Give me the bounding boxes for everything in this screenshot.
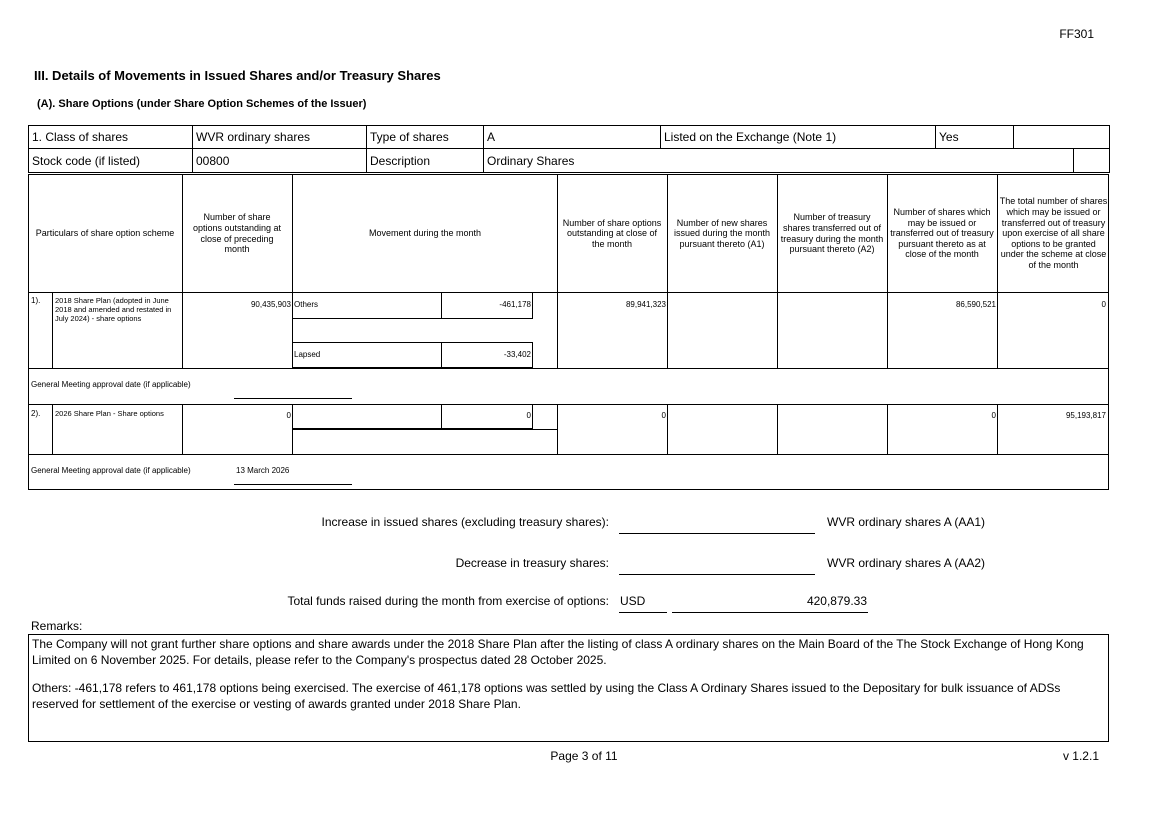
empty-cell <box>1074 149 1110 173</box>
listed-value: Yes <box>936 126 1014 149</box>
stock-label: Stock code (if listed) <box>29 149 193 173</box>
remarks-label: Remarks: <box>31 619 83 633</box>
remarks-box <box>28 634 1109 742</box>
type-value: A <box>484 126 661 149</box>
outstanding-close-value: 0 <box>661 411 666 420</box>
empty-cell <box>1014 126 1110 149</box>
listed-label: Listed on the Exchange (Note 1) <box>661 126 936 149</box>
type-label: Type of shares <box>367 126 484 149</box>
funds-label: Total funds raised during the month from exercise of options: <box>287 594 609 608</box>
form-code: FF301 <box>1059 27 1094 41</box>
increase-label: Increase in issued shares (excluding treasury shares): <box>321 515 609 529</box>
desc-label: Description <box>367 149 484 173</box>
funds-currency: USD <box>620 594 646 608</box>
total-number-value: 0 <box>1101 300 1106 309</box>
scheme-name: 2026 Share Plan - Share options <box>55 409 164 418</box>
class-label: 1. Class of shares <box>29 126 193 149</box>
total-number-value: 95,193,817 <box>1065 411 1106 420</box>
header-total-number: The total number of shares which may be issued or transferred out of treasury upon exercise of all share options to be granted under the scheme at close of the month <box>999 196 1108 271</box>
header-treasury-transferred: Number of treasury shares transferred out of treasury during the month pursuant thereto (A2) <box>780 212 884 255</box>
scheme-index: 2). <box>31 409 41 418</box>
section-title: III. Details of Movements in Issued Shares and/or Treasury Shares <box>34 68 441 83</box>
subsection-title: (A). Share Options (under Share Option Schemes of the Issuer) <box>37 98 367 110</box>
class-table <box>28 125 1110 173</box>
may-be-issued-value: 86,590,521 <box>955 300 996 309</box>
increase-unit: WVR ordinary shares A (AA1) <box>827 515 986 529</box>
decrease-unit: WVR ordinary shares A (AA2) <box>827 556 986 570</box>
header-new-shares: Number of new shares issued during the month pursuant thereto (A1) <box>673 217 771 249</box>
version: v 1.2.1 <box>1062 749 1099 763</box>
class-value: WVR ordinary shares <box>193 126 367 149</box>
movement-value: -33,402 <box>503 350 531 359</box>
page-number: Page 3 of 11 <box>550 749 618 763</box>
header-outstanding-prev: Number of share options outstanding at close of preceding month <box>192 212 282 255</box>
remarks-para: The Company will not grant further share options and share awards under the 2018 Share Plan after the listing of class A ordinary shares on the Main Board of the The Stock Exchange of Hong Kong Limited on 6 November 2025. For details, please refer to the Company's prospectus dated 28 October 2025. <box>32 637 1084 667</box>
scheme-index: 1). <box>31 296 41 305</box>
movement-value: -461,178 <box>499 300 531 309</box>
remarks-para: Others: -461,178 refers to 461,178 options being exercised. The exercise of 461,178 options was settled by using the Class A Ordinary Shares issued to the Depositary for bulk issuance of ADSs reserved for settlement of the exercise or vesting of awards granted under 2018 Share Plan. <box>32 681 1061 711</box>
outstanding-prev-value: 90,435,903 <box>250 300 291 309</box>
gm-approval-label: General Meeting approval date (if applicable) <box>31 380 191 389</box>
stock-value: 00800 <box>193 149 367 173</box>
movement-type: Others <box>294 300 319 309</box>
movement-type: Lapsed <box>294 350 321 359</box>
header-movement: Movement during the month <box>368 228 482 239</box>
scheme-name: 2018 Share Plan (adopted in June 2018 and amended and restated in July 2024) - share options <box>55 296 172 323</box>
may-be-issued-value: 0 <box>991 411 996 420</box>
header-may-be-issued: Number of shares which may be issued or transferred out of treasury pursuant thereto as at close of the month <box>890 206 994 260</box>
decrease-label: Decrease in treasury shares: <box>455 556 609 570</box>
outstanding-close-value: 89,941,323 <box>625 300 666 309</box>
funds-value: 420,879.33 <box>806 594 867 608</box>
gm-approval-label: General Meeting approval date (if applicable) <box>31 466 191 475</box>
outstanding-prev-value: 0 <box>286 411 291 420</box>
gm-approval-date: 13 March 2026 <box>236 466 290 475</box>
header-particulars: Particulars of share option scheme <box>35 228 175 239</box>
movement-value: 0 <box>526 411 531 420</box>
desc-value: Ordinary Shares <box>484 149 1074 173</box>
header-outstanding-close: Number of share options outstanding at close of the month <box>562 217 662 249</box>
